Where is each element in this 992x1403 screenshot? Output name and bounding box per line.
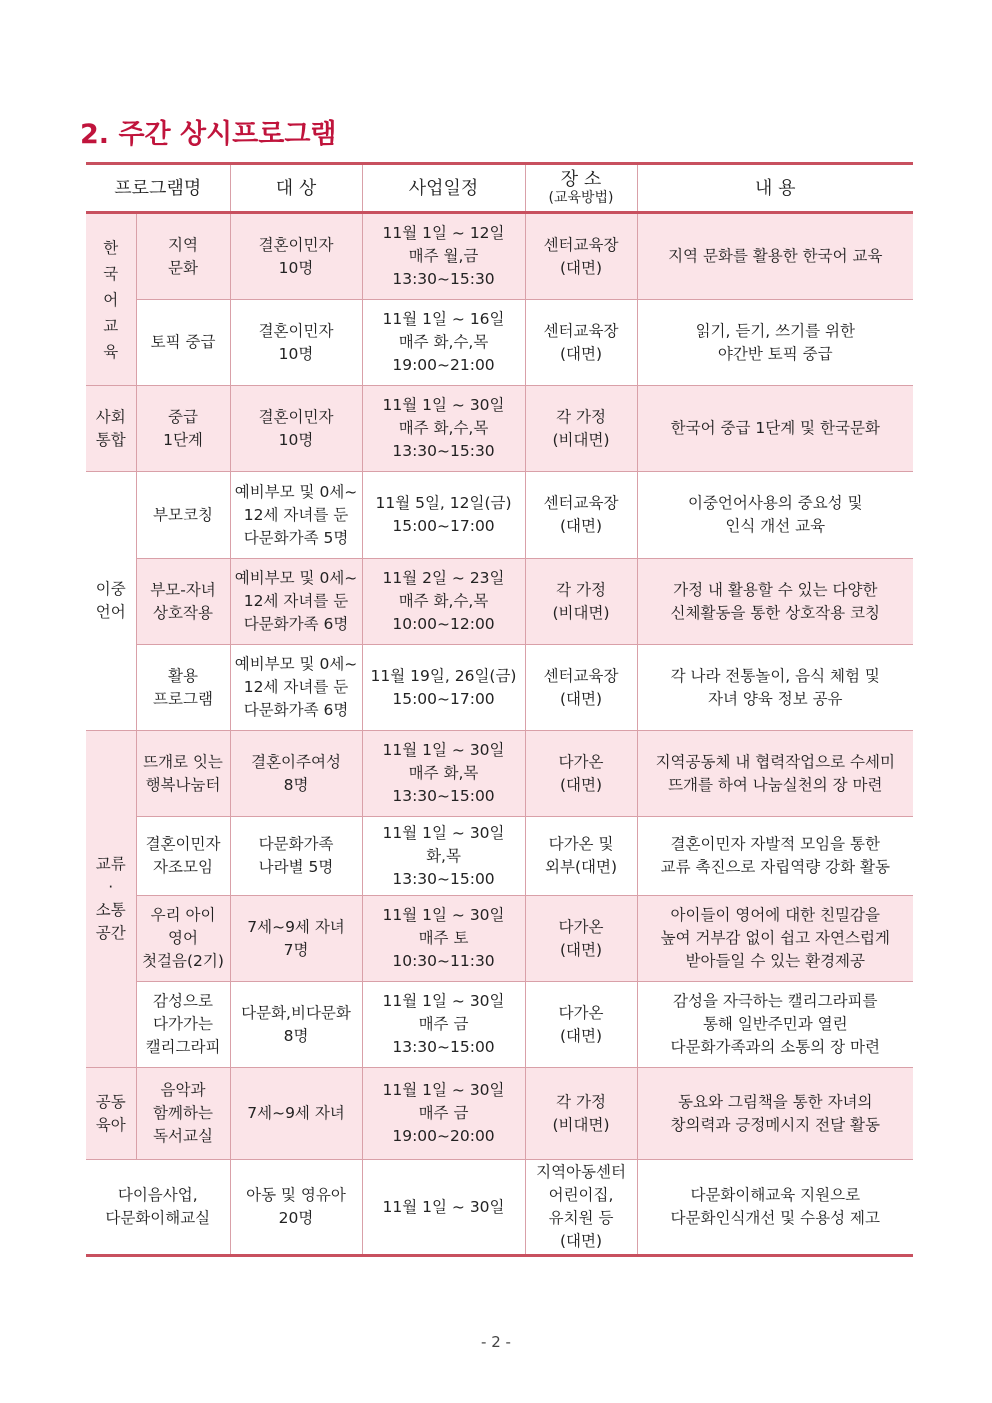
program-place: 각 가정 (비대면) (525, 559, 637, 645)
program-schedule: 11월 1일 ~ 30일 매주 토 10:30~11:30 (362, 896, 525, 982)
program-place: 각 가정 (비대면) (525, 1068, 637, 1160)
category-coparent: 공동 육아 (86, 1068, 136, 1160)
program-target: 다문화가족 나라별 5명 (230, 817, 362, 896)
program-name: 토픽 중급 (136, 300, 230, 386)
category-korean-label: 한국어교육 (103, 238, 119, 361)
header-target: 대 상 (230, 164, 362, 213)
program-target: 예비부모 및 0세~ 12세 자녀를 둔 다문화가족 6명 (230, 559, 362, 645)
program-schedule: 11월 5일, 12일(금) 15:00~17:00 (362, 472, 525, 559)
program-name: 우리 아이 영어 첫걸음(2기) (136, 896, 230, 982)
table-row (86, 472, 913, 559)
program-content: 가정 내 활용할 수 있는 다양한 신체활동을 통한 상호작용 코칭 (637, 559, 913, 645)
program-name: 음악과 함께하는 독서교실 (136, 1068, 230, 1160)
program-place: 다가온 (대면) (525, 731, 637, 817)
program-target: 결혼이민자 10명 (230, 213, 362, 300)
program-content: 동요와 그림책을 통한 자녀의 창의력과 긍정메시지 전달 활동 (637, 1068, 913, 1160)
program-name: 결혼이민자 자조모임 (136, 817, 230, 896)
program-schedule: 11월 1일 ~ 30일 (362, 1160, 525, 1256)
program-table (86, 162, 913, 1257)
program-schedule: 11월 1일 ~ 30일 매주 화,수,목 13:30~15:30 (362, 386, 525, 472)
program-name: 지역 문화 (136, 213, 230, 300)
program-schedule: 11월 2일 ~ 23일 매주 화,수,목 10:00~12:00 (362, 559, 525, 645)
program-target: 아동 및 영유아 20명 (230, 1160, 362, 1256)
program-schedule: 11월 1일 ~ 16일 매주 화,수,목 19:00~21:00 (362, 300, 525, 386)
category-social: 사회 통합 (86, 386, 136, 472)
program-content: 지역공동체 내 협력작업으로 수세미 뜨개를 하여 나눔실천의 장 마련 (637, 731, 913, 817)
program-content: 감성을 자극하는 캘리그라피를 통해 일반주민과 열린 다문화가족과의 소통의 장 마련 (637, 982, 913, 1068)
program-place: 지역아동센터 어린이집, 유치원 등 (대면) (525, 1160, 637, 1256)
table-row (86, 300, 913, 386)
program-target: 결혼이민자 10명 (230, 386, 362, 472)
program-name: 부모-자녀 상호작용 (136, 559, 230, 645)
program-target: 7세~9세 자녀 7명 (230, 896, 362, 982)
program-content: 한국어 중급 1단계 및 한국문화 (637, 386, 913, 472)
program-content: 결혼이민자 자발적 모임을 통한 교류 촉진으로 자립역량 강화 활동 (637, 817, 913, 896)
program-place: 다가온 (대면) (525, 896, 637, 982)
table-row (86, 1068, 913, 1160)
program-content: 지역 문화를 활용한 한국어 교육 (637, 213, 913, 300)
category-bilingual: 이중 언어 (86, 472, 136, 731)
program-place: 센터교육장 (대면) (525, 300, 637, 386)
header-place (525, 164, 637, 213)
program-content: 이중언어사용의 중요성 및 인식 개선 교육 (637, 472, 913, 559)
program-name: 다이음사업, 다문화이해교실 (86, 1160, 230, 1256)
header-schedule: 사업일정 (362, 164, 525, 213)
program-schedule: 11월 1일 ~ 30일 매주 금 13:30~15:00 (362, 982, 525, 1068)
program-name: 중급 1단계 (136, 386, 230, 472)
program-target: 결혼이주여성 8명 (230, 731, 362, 817)
program-place: 다가온 및 외부(대면) (525, 817, 637, 896)
table-row (86, 645, 913, 731)
program-name: 활용 프로그램 (136, 645, 230, 731)
category-exchange: 교류 · 소통 공간 (86, 731, 136, 1068)
page-title: 2. 주간 상시프로그램 (80, 119, 337, 150)
table-row (86, 559, 913, 645)
program-place: 센터교육장 (대면) (525, 472, 637, 559)
program-place: 센터교육장 (대면) (525, 213, 637, 300)
program-name: 뜨개로 잇는 행복나눔터 (136, 731, 230, 817)
program-target: 결혼이민자 10명 (230, 300, 362, 386)
table-row (86, 896, 913, 982)
program-place: 다가온 (대면) (525, 982, 637, 1068)
program-content: 다문화이해교육 지원으로 다문화인식개선 및 수용성 제고 (637, 1160, 913, 1256)
program-name: 부모코칭 (136, 472, 230, 559)
category-korean (86, 213, 136, 386)
table-row (86, 731, 913, 817)
header-place-main: 장 소 (560, 169, 602, 190)
program-place: 센터교육장 (대면) (525, 645, 637, 731)
program-content: 각 나라 전통놀이, 음식 체험 및 자녀 양육 정보 공유 (637, 645, 913, 731)
header-program: 프로그램명 (86, 164, 230, 213)
program-schedule: 11월 1일 ~ 12일 매주 월,금 13:30~15:30 (362, 213, 525, 300)
header-content: 내 용 (637, 164, 913, 213)
page-number: - 2 - (481, 1333, 511, 1351)
program-content: 읽기, 듣기, 쓰기를 위한 야간반 토픽 중급 (637, 300, 913, 386)
program-content: 아이들이 영어에 대한 친밀감을 높여 거부감 없이 쉽고 자연스럽게 받아들일 수 있는 환경제공 (637, 896, 913, 982)
table-row (86, 386, 913, 472)
program-place: 각 가정 (비대면) (525, 386, 637, 472)
table-row (86, 213, 913, 300)
program-schedule: 11월 19일, 26일(금) 15:00~17:00 (362, 645, 525, 731)
program-name: 감성으로 다가가는 캘리그라피 (136, 982, 230, 1068)
program-target: 예비부모 및 0세~ 12세 자녀를 둔 다문화가족 6명 (230, 645, 362, 731)
header-place-sub: (교육방법) (548, 190, 614, 206)
table-row (86, 817, 913, 896)
table-row (86, 982, 913, 1068)
table-row (86, 1160, 913, 1256)
table-header-row (86, 164, 913, 213)
program-target: 예비부모 및 0세~ 12세 자녀를 둔 다문화가족 5명 (230, 472, 362, 559)
program-schedule: 11월 1일 ~ 30일 매주 금 19:00~20:00 (362, 1068, 525, 1160)
program-schedule: 11월 1일 ~ 30일 매주 화,목 13:30~15:00 (362, 731, 525, 817)
program-schedule: 11월 1일 ~ 30일 화,목 13:30~15:00 (362, 817, 525, 896)
program-target: 다문화,비다문화 8명 (230, 982, 362, 1068)
program-target: 7세~9세 자녀 (230, 1068, 362, 1160)
